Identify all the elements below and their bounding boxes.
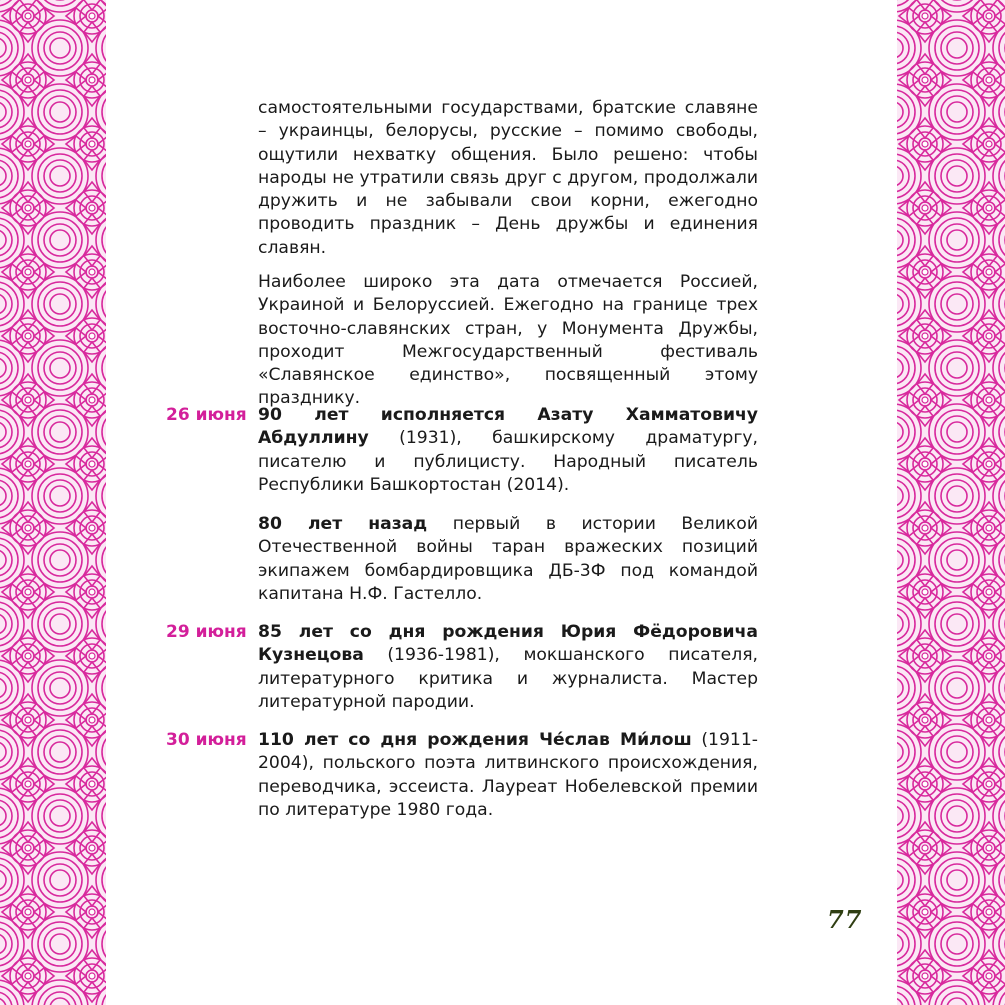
date-label-30: 30 июня xyxy=(166,730,247,750)
paragraph-festival: Наиболее широко эта дата отмечается Россией, Украиной и Белоруссией. Ежегодно на границе трех восточно-славянских стран, у Монумента Дружбы, проходит Межгосударственный фестиваль «Славянское единство», посвященный этому празднику. xyxy=(258,272,758,409)
date-label-29: 29 июня xyxy=(166,622,247,642)
date-label-26: 26 июня xyxy=(166,405,247,425)
entry-gastello xyxy=(258,513,758,606)
entry-heading: 85 лет со дня рождения Юрия Фёдоровича Кузнецова xyxy=(258,622,758,666)
entry-kuznetsov xyxy=(258,621,758,714)
entry-text: первый в истории Великой Отечественной войны таран вражеских позиций экипажем бомбардировщика ДБ-3Ф под командой капитана Н.Ф. Гастелло. xyxy=(258,514,758,604)
entry-text: (1931), башкирскому драматургу, писателю и публицисту. Народный писатель Республики Башкортостан (2014). xyxy=(258,428,758,495)
entry-heading: 90 лет исполняется Азату Хамматовичу Абдуллину xyxy=(258,405,758,449)
right-ornament-border xyxy=(897,0,1005,1005)
entry-heading: 80 лет назад xyxy=(258,514,428,534)
page-number: 77 xyxy=(827,905,863,934)
entry-text: (1936-1981), мокшанского писателя, литературного критика и журналиста. Мастер литературной пародии. xyxy=(258,645,758,712)
entry-text: (1911-2004), польского поэта литвинского происхождения, переводчика, эссеиста. Лауреат Нобелевской премии по литературе 1980 года. xyxy=(258,730,758,820)
entry-abdullin xyxy=(258,404,758,497)
paragraph-intro: самостоятельными государствами, братские славяне – украинцы, белорусы, русские – помимо свободы, ощутили нехватку общения. Было решено: чтобы народы не утратили связь друг с другом, продолжали дружить и не забывали свои корни, ежегодно проводить праздник – День дружбы и единения славян. xyxy=(258,98,758,258)
entry-milosz xyxy=(258,729,758,822)
entry-heading: 110 лет со дня рождения Че́слав Ми́лош xyxy=(258,730,692,750)
left-ornament-border xyxy=(0,0,106,1005)
